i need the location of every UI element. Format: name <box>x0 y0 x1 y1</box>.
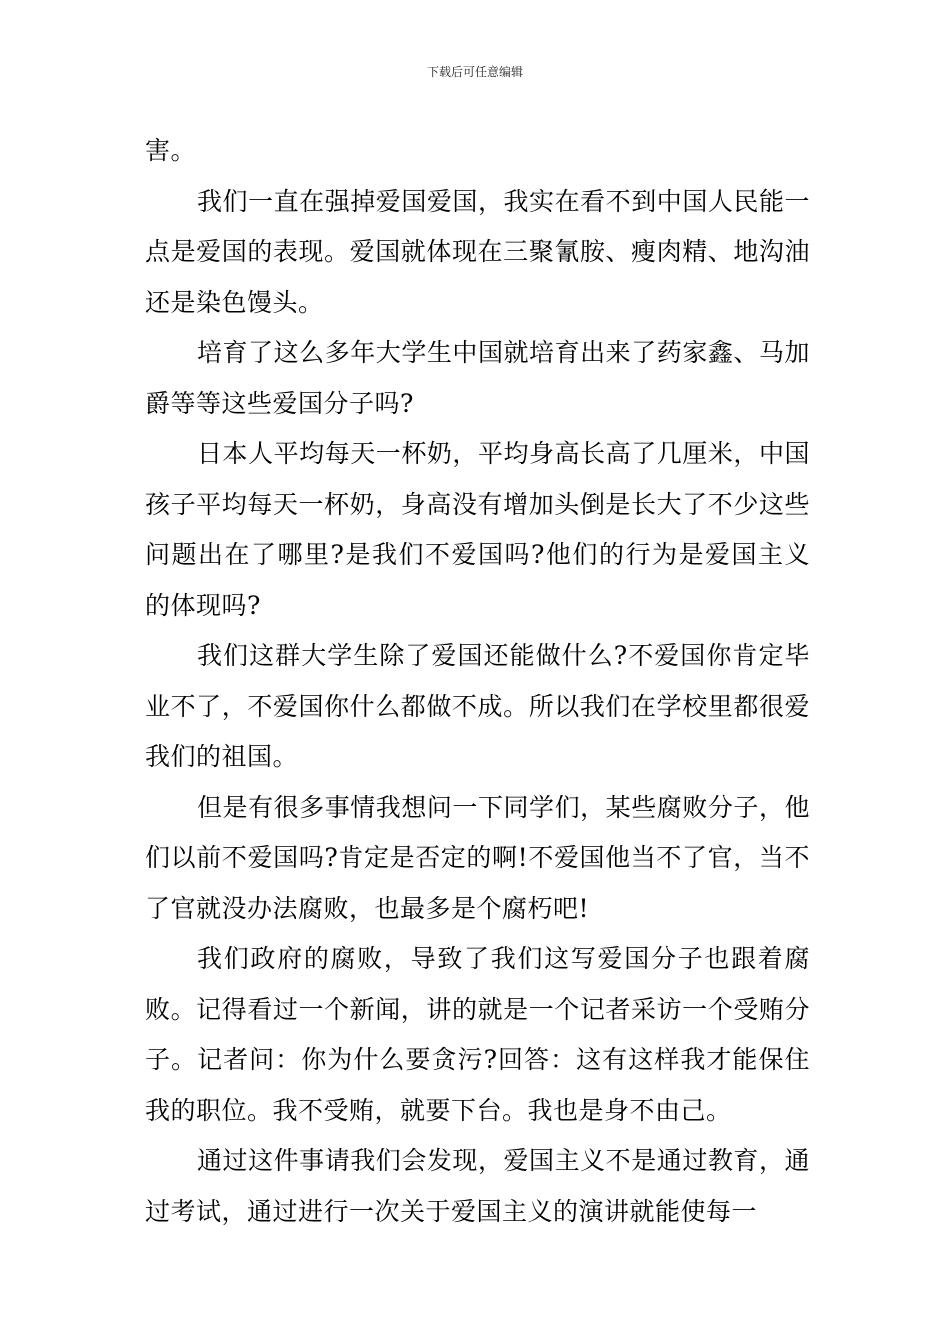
paragraph: 培育了这么多年大学生中国就培育出来了药家鑫、马加爵等等这些爱国分子吗? <box>145 338 810 418</box>
paragraph: 我们政府的腐败，导致了我们这写爱国分子也跟着腐败。记得看过一个新闻，讲的就是一个记者采访一个受贿分子。记者问：你为什么要贪污?回答：这有这样我才能保住我的职位。我不受贿，就要下台。我也是身不由己。 <box>145 944 810 1125</box>
document-body <box>145 126 810 1237</box>
page-header: 下载后可任意编辑 <box>426 65 523 79</box>
paragraph: 日本人平均每天一杯奶，平均身高长高了几厘米，中国孩子平均每天一杯奶，身高没有增加头倒是长大了不少这些问题出在了哪里?是我们不爱国吗?他们的行为是爱国主义的体现吗? <box>145 439 810 620</box>
paragraph: 通过这件事请我们会发现，爱国主义不是通过教育，通过考试，通过进行一次关于爱国主义的演讲就能使每一 <box>145 1146 810 1226</box>
paragraph-continuation: 害。 <box>145 136 197 165</box>
paragraph: 但是有很多事情我想问一下同学们，某些腐败分子，他们以前不爱国吗?肯定是否定的啊!不爱国他当不了官，当不了官就没办法腐败，也最多是个腐朽吧! <box>145 792 810 923</box>
paragraph: 我们这群大学生除了爱国还能做什么?不爱国你肯定毕业不了，不爱国你什么都做不成。所以我们在学校里都很爱我们的祖国。 <box>145 641 810 771</box>
paragraph: 我们一直在强掉爱国爱国，我实在看不到中国人民能一点是爱国的表现。爱国就体现在三聚氰胺、瘦肉精、地沟油还是染色馒头。 <box>145 186 810 317</box>
